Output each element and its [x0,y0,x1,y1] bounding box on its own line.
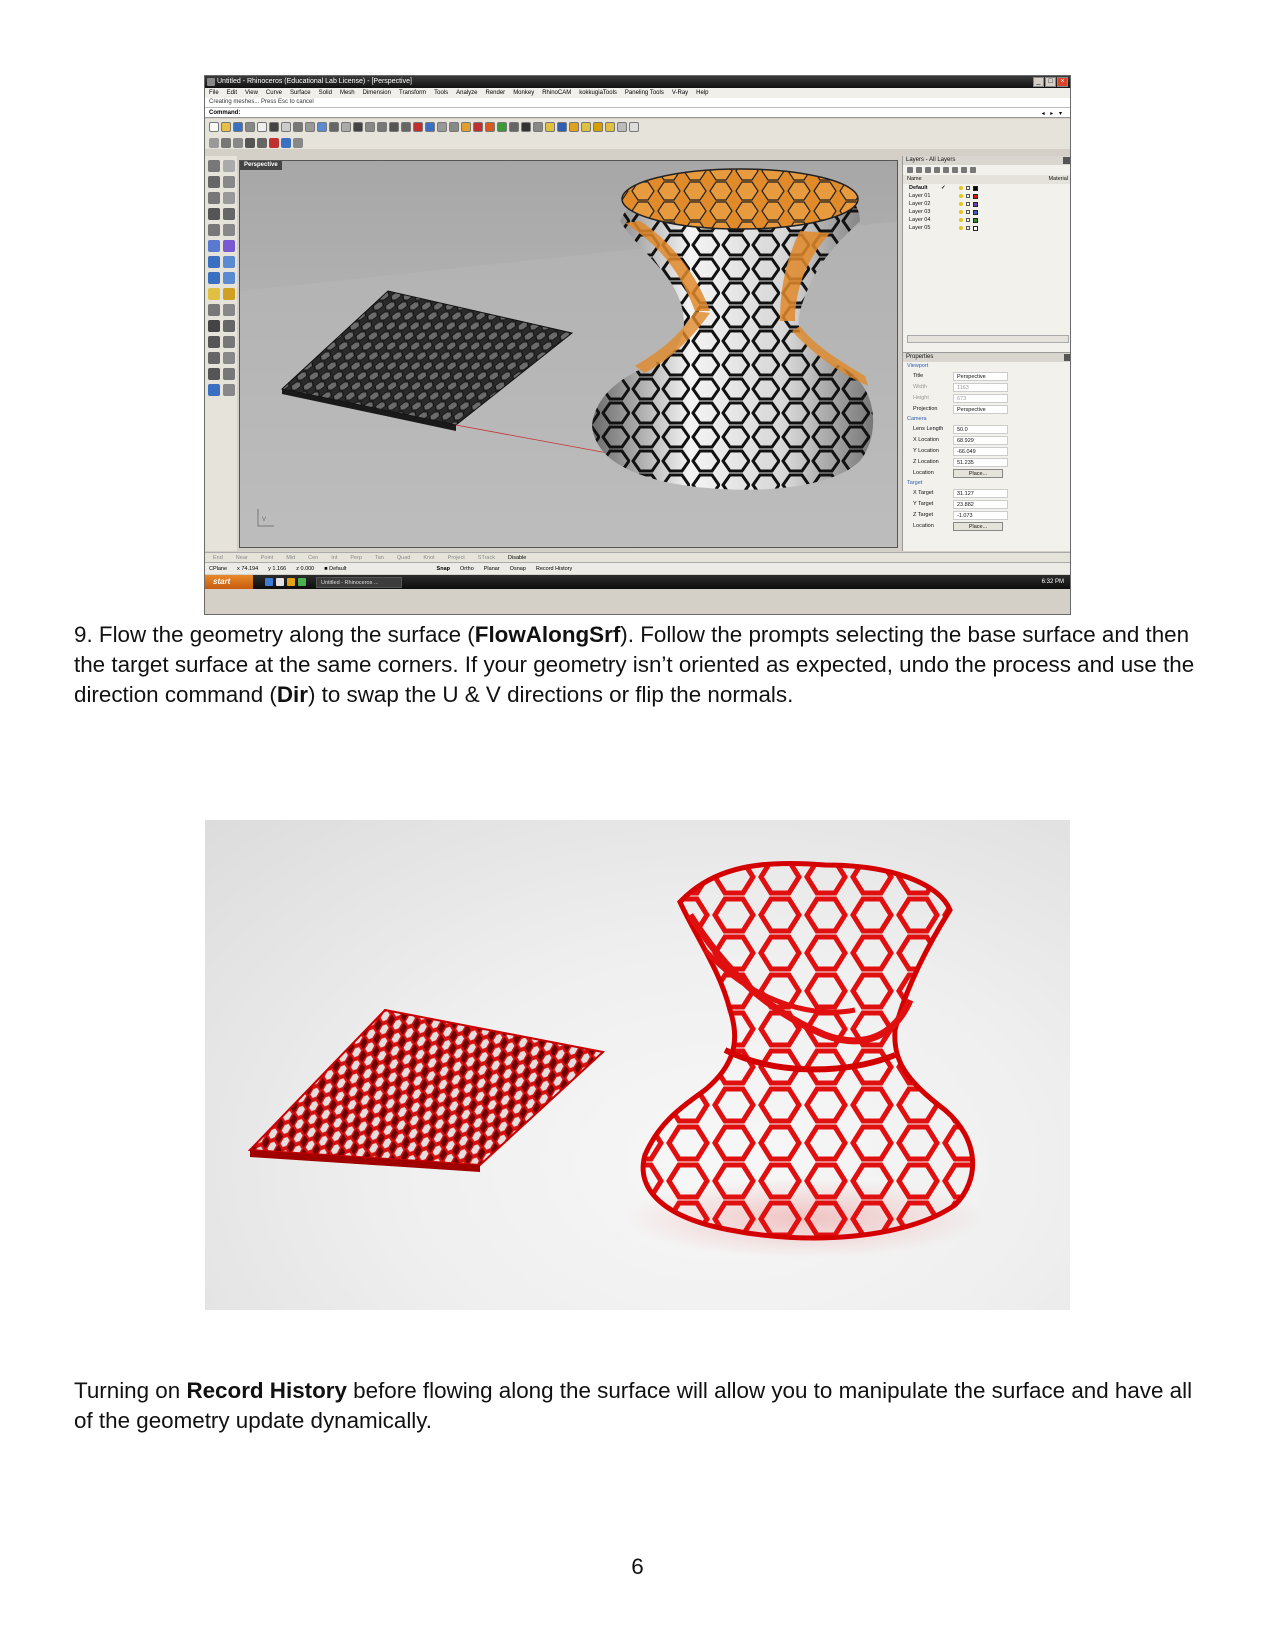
main-tool-19-icon[interactable] [208,304,220,316]
quick-launch [265,578,306,586]
start-button[interactable]: start [205,575,253,589]
ortho-toggle[interactable]: Ortho [460,566,474,572]
main-tool-5-icon[interactable] [208,192,220,204]
layer-list [903,184,1071,232]
toolbar-tool-29-icon[interactable] [545,122,555,132]
main-tool-22-icon[interactable] [223,320,235,332]
layers-toolbar [903,165,1071,175]
main-tool-27-icon[interactable] [208,368,220,380]
menu-item-help[interactable]: Help [696,90,709,96]
search-icon[interactable] [961,167,967,173]
osnap-disable[interactable]: Disable [508,555,527,561]
toolbar-tool-30-icon[interactable] [557,122,567,132]
flowalongsrf-command: FlowAlongSrf [474,622,621,647]
record-history-paragraph: Turning on Record History before flowing along the surface will allow you to manipulate the surface and have all of the geometry update dynamically. [74,1378,1193,1433]
prop-yloc: Y Location -66.049 [903,446,1071,457]
layer-row[interactable]: Layer 03 [903,208,1071,216]
layer-color-swatch[interactable] [973,226,978,231]
firefox-icon[interactable] [287,578,295,586]
menu-item-render[interactable]: Render [485,90,506,96]
menu-item-monkey[interactable]: Monkey [513,90,535,96]
record-history-toggle[interactable]: Record History [535,566,573,572]
toolbar-tool-1-icon[interactable] [209,122,219,132]
toolbar-tool-14-icon[interactable] [365,122,375,132]
command-line[interactable] [205,107,1070,118]
layer-row[interactable]: Layer 01 [903,192,1071,200]
toolbar-tool-27-icon[interactable] [521,122,531,132]
layer-color-swatch[interactable] [973,218,978,223]
toolbar-tool-21-icon[interactable] [449,122,459,132]
main-tool-6-icon[interactable] [223,192,235,204]
layers-scrollbar[interactable] [907,335,1069,343]
y-coordinate: y 1.166 [268,566,287,572]
prop-zloc: Z Location 51.235 [903,457,1071,468]
menu-item-dimension[interactable]: Dimension [362,90,391,96]
menu-item-transform[interactable]: Transform [399,90,427,96]
prop-location2: Location Place... [903,521,1071,532]
toolbar-tool-4-icon[interactable] [245,122,255,132]
camera-section[interactable]: Camera [907,416,927,422]
osnap-mid[interactable]: Mid [286,555,296,561]
osnap-perp[interactable]: Perp [350,555,362,561]
menu-item-solid[interactable]: Solid [318,90,332,96]
osnap-near[interactable]: Near [235,555,248,561]
taskbar-clock: 6:32 PM [1041,579,1064,585]
main-tool-9-icon[interactable] [208,224,220,236]
layer-row[interactable]: Layer 02 [903,200,1071,208]
layer-color-swatch[interactable] [973,202,978,207]
menu-bar [205,88,1070,98]
planar-toggle[interactable]: Planar [483,566,500,572]
menu-item-view[interactable]: View [245,90,258,96]
prop-lens: Lens Length 50.0 [903,424,1071,435]
delete-layer-icon[interactable] [925,167,931,173]
main-tool-3-icon[interactable] [208,176,220,188]
menu-item-edit[interactable]: Edit [226,90,238,96]
menu-item-tools[interactable]: Tools [434,90,449,96]
viewport-scene [240,161,898,548]
toolbar-tool-22-icon[interactable] [461,122,471,132]
place-target-button[interactable]: Place... [953,522,1003,531]
layer-row[interactable]: Layer 04 [903,216,1071,224]
command-prompt: Command: [209,110,241,116]
main-tool-7-icon[interactable] [208,208,220,220]
main-tools-toolbar [205,156,237,551]
menu-item-v-ray[interactable]: V-Ray [671,90,689,96]
main-tool-29-icon[interactable] [208,384,220,396]
toolbar-tool-6-icon[interactable] [269,122,279,132]
toolbar-tool-26-icon[interactable] [509,122,519,132]
place-camera-button[interactable]: Place... [953,469,1003,478]
layer-visibility-icon[interactable] [959,186,963,190]
cplane-label: CPlane [209,566,228,572]
toolbar-tool-31-icon[interactable] [569,122,579,132]
desktop-icon[interactable] [265,578,273,586]
main-tool-12-icon[interactable] [223,240,235,252]
minimize-button[interactable]: _ [1033,77,1044,87]
viewport-title-tab[interactable]: Perspective [240,161,282,170]
layer-visibility-icon[interactable] [959,218,963,222]
prop-ztgt: Z Target -1.073 [903,510,1071,521]
main-tool-17-icon[interactable] [208,288,220,300]
toolbar-tool-19-icon[interactable] [425,122,435,132]
view-tool-3-icon[interactable] [233,138,243,148]
toolbar-tool-11-icon[interactable] [329,122,339,132]
main-tool-20-icon[interactable] [223,304,235,316]
osnap-strack[interactable]: STrack [477,555,495,561]
window-titlebar [205,76,1070,88]
main-tool-10-icon[interactable] [223,224,235,236]
layer-lock-icon[interactable] [966,202,970,206]
main-tool-25-icon[interactable] [208,352,220,364]
toolbar-tool-25-icon[interactable] [497,122,507,132]
osnap-end[interactable]: End [213,555,223,561]
main-tool-18-icon[interactable] [223,288,235,300]
toolbar-tool-10-icon[interactable] [317,122,327,132]
new-layer-icon[interactable] [907,167,913,173]
toolbar-tool-15-icon[interactable] [377,122,387,132]
layer-lock-icon[interactable] [966,194,970,198]
view-tool-7-icon[interactable] [281,138,291,148]
view-tool-6-icon[interactable] [269,138,279,148]
app-icon[interactable] [298,578,306,586]
close-layers-icon[interactable] [1063,157,1070,164]
toolbar-tool-8-icon[interactable] [293,122,303,132]
toolbar-tool-28-icon[interactable] [533,122,543,132]
view-tool-5-icon[interactable] [257,138,267,148]
osnap-point[interactable]: Point [260,555,274,561]
move-down-icon[interactable] [943,167,949,173]
layer-color-swatch[interactable] [973,194,978,199]
prop-xtgt: X Target 31.127 [903,488,1071,499]
toolbar-tool-17-icon[interactable] [401,122,411,132]
move-up-icon[interactable] [934,167,940,173]
close-button[interactable]: × [1057,77,1068,87]
view-tool-2-icon[interactable] [221,138,231,148]
toolbar-tool-32-icon[interactable] [581,122,591,132]
toolbar-tool-36-icon[interactable] [629,122,639,132]
toolbar-tool-24-icon[interactable] [485,122,495,132]
main-tool-11-icon[interactable] [208,240,220,252]
standard-toolbar [205,119,1070,136]
main-tool-2-icon[interactable] [223,160,235,172]
toolbar-tool-13-icon[interactable] [353,122,363,132]
osnap-tan[interactable]: Tan [374,555,384,561]
layer-row[interactable]: Layer 05 [903,224,1071,232]
menu-item-analyze[interactable]: Analyze [456,90,478,96]
properties-panel [903,352,1071,551]
osnap-project[interactable]: Project [447,555,465,561]
record-history-term: Record History [186,1378,347,1403]
maximize-button[interactable]: □ [1045,77,1056,87]
snap-toggle[interactable]: Snap [436,566,450,572]
page-number: 6 [631,1554,644,1579]
toolbar-tool-16-icon[interactable] [389,122,399,132]
osnap-quad[interactable]: Quad [396,555,411,561]
menu-item-kokkugiatools[interactable]: kokkugiaTools [579,90,617,96]
osnap-cen[interactable]: Cen [308,555,319,561]
layers-header: Name Material [903,175,1071,184]
toolbar-tool-9-icon[interactable] [305,122,315,132]
toolbar-tool-23-icon[interactable] [473,122,483,132]
toolbar-tool-2-icon[interactable] [221,122,231,132]
step-9-paragraph: 9. Flow the geometry along the surface (FlowAlongSrf). Follow the prompts selecting the base surface and then the target surface at the same corners. If your geometry isn’t oriented as expected, undo the process and use the direction command (Dir) to swap the U & V directions or flip the normals. [74,622,1195,707]
rhino-icon[interactable] [276,578,284,586]
window-title: Untitled - Rhinoceros (Educational Lab License) - [Perspective] [217,78,412,85]
render-scene [205,820,1070,1310]
main-tool-16-icon[interactable] [223,272,235,284]
prop-title: Title Perspective [903,371,1071,382]
layer-visibility-icon[interactable] [959,194,963,198]
red-hex-vase [643,863,973,1238]
menu-item-mesh[interactable]: Mesh [339,90,355,96]
side-panel [902,156,1071,551]
layer-lock-icon[interactable] [966,218,970,222]
command-history: Creating meshes... Press Esc to cancel [205,98,1070,107]
prop-projection: Projection Perspective [903,404,1071,415]
toolbar-tool-12-icon[interactable] [341,122,351,132]
layer-visibility-icon[interactable] [959,226,963,230]
osnap-toggle[interactable]: Osnap [509,566,526,572]
view-tool-4-icon[interactable] [245,138,255,148]
layer-visibility-icon[interactable] [959,202,963,206]
toolbar-tool-33-icon[interactable] [593,122,603,132]
main-tool-21-icon[interactable] [208,320,220,332]
z-coordinate: z 0.000 [296,566,315,572]
filter-icon[interactable] [952,167,958,173]
status-bar [205,562,1070,574]
layer-color-swatch[interactable] [973,210,978,215]
toolbar-tool-34-icon[interactable] [605,122,615,132]
dir-command: Dir [276,682,308,707]
target-section[interactable]: Target [907,480,923,486]
layer-row[interactable]: Default ✓ [903,184,1071,192]
main-tool-1-icon[interactable] [208,160,220,172]
menu-item-rhinocam[interactable]: RhinoCAM [542,90,572,96]
main-tool-28-icon[interactable] [223,368,235,380]
toolbar-tool-18-icon[interactable] [413,122,423,132]
toolbar-tool-35-icon[interactable] [617,122,627,132]
prop-xloc: X Location 68.929 [903,435,1071,446]
windows-taskbar [205,575,1070,589]
layer-color-swatch[interactable] [973,186,978,191]
osnap-knot[interactable]: Knot [423,555,435,561]
command-arrows-icon[interactable]: ◂ ▸ ▾ [1041,111,1064,117]
new-sublayer-icon[interactable] [916,167,922,173]
help-icon[interactable] [970,167,976,173]
main-tool-14-icon[interactable] [223,256,235,268]
menu-item-surface[interactable]: Surface [289,90,311,96]
properties-title: Properties [903,353,1071,362]
osnap-int[interactable]: Int [331,555,338,561]
current-layer[interactable]: ■ Default [324,566,347,572]
main-tool-4-icon[interactable] [223,176,235,188]
prop-height: Height 673 [903,393,1071,404]
layers-panel-title: Layers - All Layers [903,156,1071,165]
main-tool-24-icon[interactable] [223,336,235,348]
main-tool-30-icon[interactable] [223,384,235,396]
toolbar-tool-7-icon[interactable] [281,122,291,132]
taskbar-rhino-window[interactable]: Untitled - Rhinoceros ... [316,577,402,588]
menu-item-file[interactable]: File [209,90,219,96]
svg-text:V: V [262,517,267,523]
prop-location: Location Place... [903,468,1071,479]
main-tool-8-icon[interactable] [223,208,235,220]
view-toolbar [205,136,1070,149]
perspective-viewport[interactable] [239,160,898,548]
x-coordinate: x 74.194 [237,566,259,572]
rhino-screenshot [204,75,1071,615]
red-flat-panel [250,1010,603,1165]
menu-item-paneling-tools[interactable]: Paneling Tools [624,90,664,96]
main-tool-23-icon[interactable] [208,336,220,348]
menu-item-curve[interactable]: Curve [265,90,282,96]
toolbar-tool-20-icon[interactable] [437,122,447,132]
layer-lock-icon[interactable] [966,210,970,214]
view-tool-8-icon[interactable] [293,138,303,148]
main-tool-15-icon[interactable] [208,272,220,284]
main-tool-13-icon[interactable] [208,256,220,268]
viewport-section[interactable]: Viewport [907,363,929,369]
osnap-bar [205,552,1070,562]
prop-width: Width 1163 [903,382,1071,393]
rendered-geometry-image [205,820,1070,1310]
layer-lock-icon[interactable] [966,186,970,190]
toolbar-tool-5-icon[interactable] [257,122,267,132]
layer-visibility-icon[interactable] [959,210,963,214]
layer-lock-icon[interactable] [966,226,970,230]
close-properties-icon[interactable] [1064,354,1071,361]
main-tool-26-icon[interactable] [223,352,235,364]
toolbar-tool-3-icon[interactable] [233,122,243,132]
view-tool-1-icon[interactable] [209,138,219,148]
rhino-logo-icon [207,78,215,86]
prop-ytgt: Y Target 23.882 [903,499,1071,510]
